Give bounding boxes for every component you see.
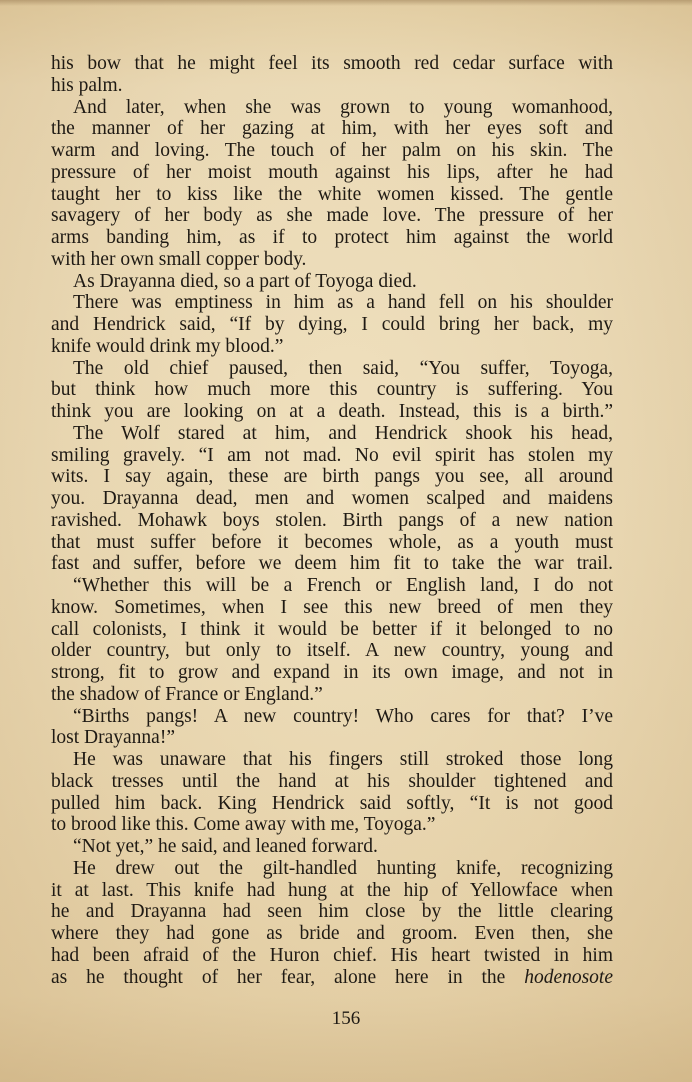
text-line: “Not yet,” he said, and leaned forward. bbox=[73, 836, 378, 857]
text-line: where they had gone as bride and groom. Even then, she bbox=[51, 923, 613, 944]
text-line: “Births pangs! A new country! Who cares for that? I’ve bbox=[73, 705, 613, 727]
text-line: And later, when she was grown to young womanhood, bbox=[73, 96, 613, 118]
text-line: that must suffer before it becomes whole, as a youth must bbox=[51, 531, 613, 553]
text-line: his palm. bbox=[51, 74, 123, 96]
text-line: warm and loving. The touch of her palm on his skin. The bbox=[51, 140, 613, 161]
text-line-final bbox=[51, 967, 613, 989]
text-line: “Whether this will be a French or English land, I do not bbox=[73, 575, 613, 596]
text-line-final-prefix: as he thought of her fear, alone here in the bbox=[51, 966, 506, 988]
text-line: wits. I say again, these are birth pangs you see, all around bbox=[51, 466, 613, 488]
body-text bbox=[51, 53, 613, 988]
text-line: black tresses until the hand at his shoulder tightened and bbox=[51, 770, 613, 792]
text-line: the shadow of France or England.” bbox=[51, 683, 323, 705]
text-line: There was emptiness in him as a hand fell on his shoulder bbox=[73, 292, 613, 314]
text-line: lost Drayanna!” bbox=[51, 727, 175, 749]
text-line: arms banding him, as if to protect him against the world bbox=[51, 227, 613, 248]
text-line: it at last. This knife had hung at the hip of Yellowface when bbox=[51, 879, 613, 901]
text-line: call colonists, I think it would be better if it belonged to no bbox=[51, 618, 613, 640]
text-line: taught her to kiss like the white women kissed. The gentle bbox=[51, 183, 613, 205]
italic-word: hodenosote bbox=[524, 966, 614, 988]
text-line: older country, but only to itself. A new country, young and bbox=[51, 640, 613, 662]
text-line: you. Drayanna dead, men and women scalped and maidens bbox=[51, 488, 613, 509]
text-line: As Drayanna died, so a part of Toyoga died. bbox=[73, 270, 417, 292]
text-line: and Hendrick said, “If by dying, I could bring her back, my bbox=[51, 314, 613, 335]
page-number: 156 bbox=[331, 1008, 361, 1029]
text-line: savagery of her body as she made love. The pressure of her bbox=[51, 205, 613, 227]
text-line: ravished. Mohawk boys stolen. Birth pangs of a new nation bbox=[51, 509, 613, 531]
text-line: the manner of her gazing at him, with her eyes soft and bbox=[51, 118, 613, 140]
text-line: pressure of her moist mouth against his lips, after he had bbox=[51, 161, 613, 183]
text-line: smiling gravely. “I am not mad. No evil spirit has stolen my bbox=[51, 444, 613, 466]
text-line: he and Drayanna had seen him close by the little clearing bbox=[51, 901, 613, 923]
text-line: but think how much more this country is suffering. You bbox=[51, 379, 613, 401]
text-line: He was unaware that his fingers still stroked those long bbox=[73, 749, 613, 770]
text-line: to brood like this. Come away with me, Toyoga.” bbox=[51, 814, 436, 836]
text-line: know. Sometimes, when I see this new breed of men they bbox=[51, 596, 613, 618]
text-line: pulled him back. King Hendrick said softly, “It is not good bbox=[51, 792, 613, 814]
text-line: He drew out the gilt-handled hunting knife, recognizing bbox=[73, 857, 613, 879]
text-line: his bow that he might feel its smooth red cedar surface with bbox=[51, 53, 613, 74]
text-line: The old chief paused, then said, “You suffer, Toyoga, bbox=[73, 357, 613, 379]
text-line: with her own small copper body. bbox=[51, 248, 307, 270]
text-line: knife would drink my blood.” bbox=[51, 335, 284, 357]
text-line: strong, fit to grow and expand in its own image, and not in bbox=[51, 662, 613, 683]
text-line: fast and suffer, before we deem him fit to take the war trail. bbox=[51, 553, 613, 575]
text-line: think you are looking on at a death. Instead, this is a birth.” bbox=[51, 401, 613, 422]
text-line: had been afraid of the Huron chief. His heart twisted in him bbox=[51, 944, 613, 966]
text-line: The Wolf stared at him, and Hendrick shook his head, bbox=[73, 422, 613, 444]
